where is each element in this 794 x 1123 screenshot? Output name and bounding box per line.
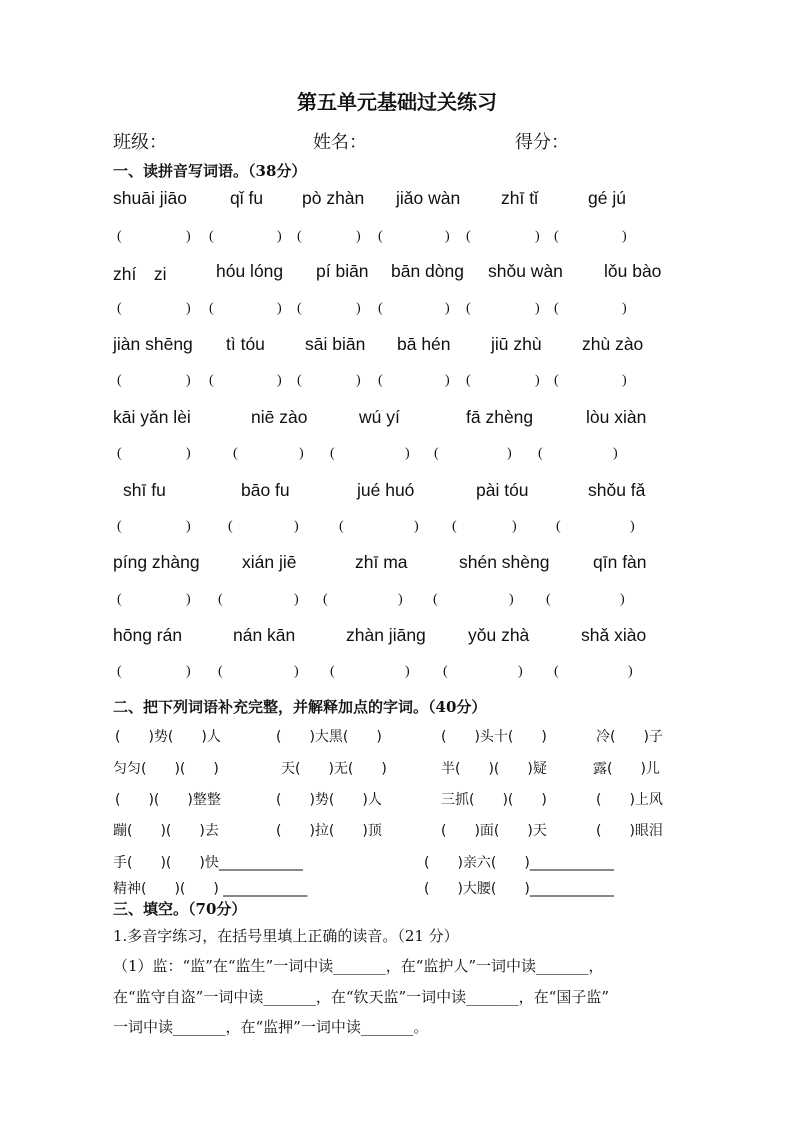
pinyin-word: jiǎo wàn [396, 188, 461, 208]
idiom-item: ( )大腰( )____________ [424, 881, 614, 897]
answer-paren-close: ) [186, 592, 191, 607]
answer-paren-close: ) [512, 519, 517, 534]
idiom-item: ( )拉( )顶 [276, 823, 382, 839]
answer-paren-open: ( [378, 373, 383, 388]
answer-paren-open: ( [228, 519, 233, 534]
pinyin-word: pò zhàn [302, 188, 365, 208]
pinyin-word: lòu xiàn [586, 407, 647, 427]
answer-paren-open: ( [466, 373, 471, 388]
answer-paren-open: ( [297, 229, 302, 244]
pinyin-word: jué huó [357, 480, 415, 500]
answer-paren-close: ) [445, 229, 450, 244]
answer-paren-close: ) [445, 301, 450, 316]
answer-paren-close: ) [356, 373, 361, 388]
answer-paren-close: ) [277, 373, 282, 388]
answer-paren-close: ) [294, 519, 299, 534]
question-1: 1.多音字练习，在括号里填上正确的读音。（21 分） [113, 927, 459, 945]
answer-paren-close: ) [186, 229, 191, 244]
idiom-item: ( )势( )人 [276, 792, 382, 808]
pinyin-word: bān dòng [391, 261, 464, 281]
answer-paren-open: ( [117, 664, 122, 679]
answer-paren-close: ) [294, 592, 299, 607]
answer-paren-close: ) [405, 664, 410, 679]
answer-paren-close: ) [186, 519, 191, 534]
pinyin-word: pí biān [316, 261, 369, 281]
answer-paren-open: ( [434, 446, 439, 461]
fill-line: （1）监：“监”在“监生”一词中读_______，在“监护人”一词中读_______， [113, 957, 604, 975]
answer-paren-open: ( [218, 664, 223, 679]
pinyin-word: fā zhèng [466, 407, 534, 427]
answer-paren-open: ( [554, 229, 559, 244]
pinyin-word: pài tóu [476, 480, 529, 500]
idiom-item: 匀匀( )( ) [113, 761, 219, 777]
pinyin-word: gé jú [588, 188, 626, 208]
answer-paren-open: ( [433, 592, 438, 607]
answer-paren-close: ) [294, 664, 299, 679]
answer-paren-close: ) [630, 519, 635, 534]
answer-paren-close: ) [535, 373, 540, 388]
idiom-item: ( )面( )天 [441, 823, 547, 839]
answer-paren-open: ( [466, 301, 471, 316]
answer-paren-close: ) [299, 446, 304, 461]
pinyin-word: tì tóu [226, 334, 265, 354]
pinyin-word: wú yí [359, 407, 400, 427]
pinyin-word: jiàn shēng [113, 334, 193, 354]
answer-paren-close: ) [186, 373, 191, 388]
answer-paren-open: ( [233, 446, 238, 461]
pinyin-word: shén shèng [459, 552, 550, 572]
answer-paren-open: ( [209, 229, 214, 244]
pinyin-word: hōng rán [113, 625, 183, 645]
answer-paren-close: ) [613, 446, 618, 461]
idiom-item: ( )大黑( ) [276, 729, 382, 745]
idiom-item: 半( )( )疑 [441, 761, 547, 777]
answer-paren-close: ) [507, 446, 512, 461]
pinyin-word: bāo fu [241, 480, 290, 500]
answer-paren-close: ) [277, 301, 282, 316]
answer-paren-close: ) [186, 446, 191, 461]
answer-paren-close: ) [622, 373, 627, 388]
answer-paren-open: ( [556, 519, 561, 534]
answer-paren-open: ( [554, 301, 559, 316]
pinyin-word: shuāi jiāo [113, 188, 187, 208]
fill-line: 在“监守自盗”一词中读_______，在“钦天监”一词中读_______，在“国子监” [113, 988, 610, 1006]
answer-paren-open: ( [117, 301, 122, 316]
answer-paren-open: ( [546, 592, 551, 607]
pinyin-word: yǒu zhà [468, 625, 530, 645]
answer-paren-close: ) [518, 664, 523, 679]
idiom-item: 蹦( )( )去 [113, 823, 219, 839]
answer-paren-open: ( [209, 373, 214, 388]
answer-paren-open: ( [378, 229, 383, 244]
pinyin-word: shī fu [123, 480, 166, 500]
fill-line: 一词中读_______，在“监押”一词中读_______。 [113, 1018, 429, 1036]
pinyin-word: sāi biān [305, 334, 366, 354]
answer-paren-close: ) [405, 446, 410, 461]
answer-paren-close: ) [535, 301, 540, 316]
pinyin-word: píng zhàng [113, 552, 200, 572]
pinyin-word: bā hén [397, 334, 451, 354]
answer-paren-open: ( [297, 373, 302, 388]
idiom-item: 冷( )子 [596, 729, 663, 745]
idiom-item: ( )上风 [596, 792, 663, 808]
answer-paren-close: ) [628, 664, 633, 679]
class-label: 班级： [113, 132, 167, 153]
pinyin-word: xián jiē [242, 552, 297, 572]
answer-paren-open: ( [297, 301, 302, 316]
pinyin-word: nán kān [233, 625, 296, 645]
idiom-item: ( )头十( ) [441, 729, 547, 745]
section-3-title: 三、填空。（70分） [113, 900, 247, 918]
pinyin-word: shǒu wàn [488, 261, 563, 281]
answer-paren-open: ( [117, 373, 122, 388]
idiom-item: ( )亲六( )____________ [424, 855, 614, 871]
pinyin-word: zhī tǐ [501, 188, 538, 208]
answer-paren-close: ) [414, 519, 419, 534]
pinyin-word: niē zào [251, 407, 308, 427]
answer-paren-close: ) [622, 301, 627, 316]
page-title: 第五单元基础过关练习 [297, 90, 497, 114]
answer-paren-close: ) [509, 592, 514, 607]
pinyin-word: shǒu fǎ [588, 480, 646, 500]
answer-paren-close: ) [277, 229, 282, 244]
answer-paren-close: ) [186, 301, 191, 316]
pinyin-word: kāi yǎn lèi [113, 407, 191, 427]
answer-paren-open: ( [218, 592, 223, 607]
answer-paren-open: ( [339, 519, 344, 534]
answer-paren-open: ( [538, 446, 543, 461]
score-label: 得分： [515, 132, 569, 153]
pinyin-word: zhí zi [113, 264, 167, 284]
answer-paren-open: ( [330, 446, 335, 461]
pinyin-word: zhù zào [582, 334, 644, 354]
section-2-title: 二、把下列词语补充完整，并解释加点的字词。（40分） [113, 698, 487, 716]
answer-paren-open: ( [323, 592, 328, 607]
idiom-item: 手( )( )快____________ [113, 855, 303, 871]
idiom-item: 三抓( )( ) [441, 792, 547, 808]
idiom-item: ( )( )整整 [115, 792, 221, 808]
idiom-item: ( )眼泪 [596, 823, 663, 839]
answer-paren-close: ) [356, 301, 361, 316]
answer-paren-open: ( [117, 592, 122, 607]
section-1-title: 一、读拼音写词语。（38分） [113, 162, 307, 180]
answer-paren-open: ( [330, 664, 335, 679]
idiom-item: 天( )无( ) [281, 761, 387, 777]
answer-paren-close: ) [186, 664, 191, 679]
pinyin-word: shǎ xiào [581, 625, 647, 645]
answer-paren-close: ) [535, 229, 540, 244]
answer-paren-open: ( [452, 519, 457, 534]
pinyin-word: lǒu bào [604, 261, 662, 281]
idiom-item: ( )势( )人 [115, 729, 221, 745]
idiom-item: 露( )儿 [593, 761, 660, 777]
name-label: 姓名： [313, 132, 367, 153]
answer-paren-open: ( [117, 446, 122, 461]
idiom-item: 精神( )( ) ____________ [113, 881, 308, 897]
answer-paren-close: ) [445, 373, 450, 388]
answer-paren-open: ( [554, 664, 559, 679]
answer-paren-open: ( [117, 229, 122, 244]
answer-paren-close: ) [398, 592, 403, 607]
pinyin-word: zhī ma [355, 552, 408, 572]
answer-paren-close: ) [622, 229, 627, 244]
pinyin-word: qīn fàn [593, 552, 647, 572]
answer-paren-open: ( [443, 664, 448, 679]
answer-paren-close: ) [620, 592, 625, 607]
answer-paren-open: ( [209, 301, 214, 316]
answer-paren-open: ( [378, 301, 383, 316]
pinyin-word: qǐ fu [230, 188, 264, 208]
pinyin-word: hóu lóng [216, 261, 284, 281]
answer-paren-close: ) [356, 229, 361, 244]
pinyin-word: jiū zhù [491, 334, 542, 354]
answer-paren-open: ( [466, 229, 471, 244]
pinyin-word: zhàn jiāng [346, 625, 426, 645]
answer-paren-open: ( [554, 373, 559, 388]
answer-paren-open: ( [117, 519, 122, 534]
